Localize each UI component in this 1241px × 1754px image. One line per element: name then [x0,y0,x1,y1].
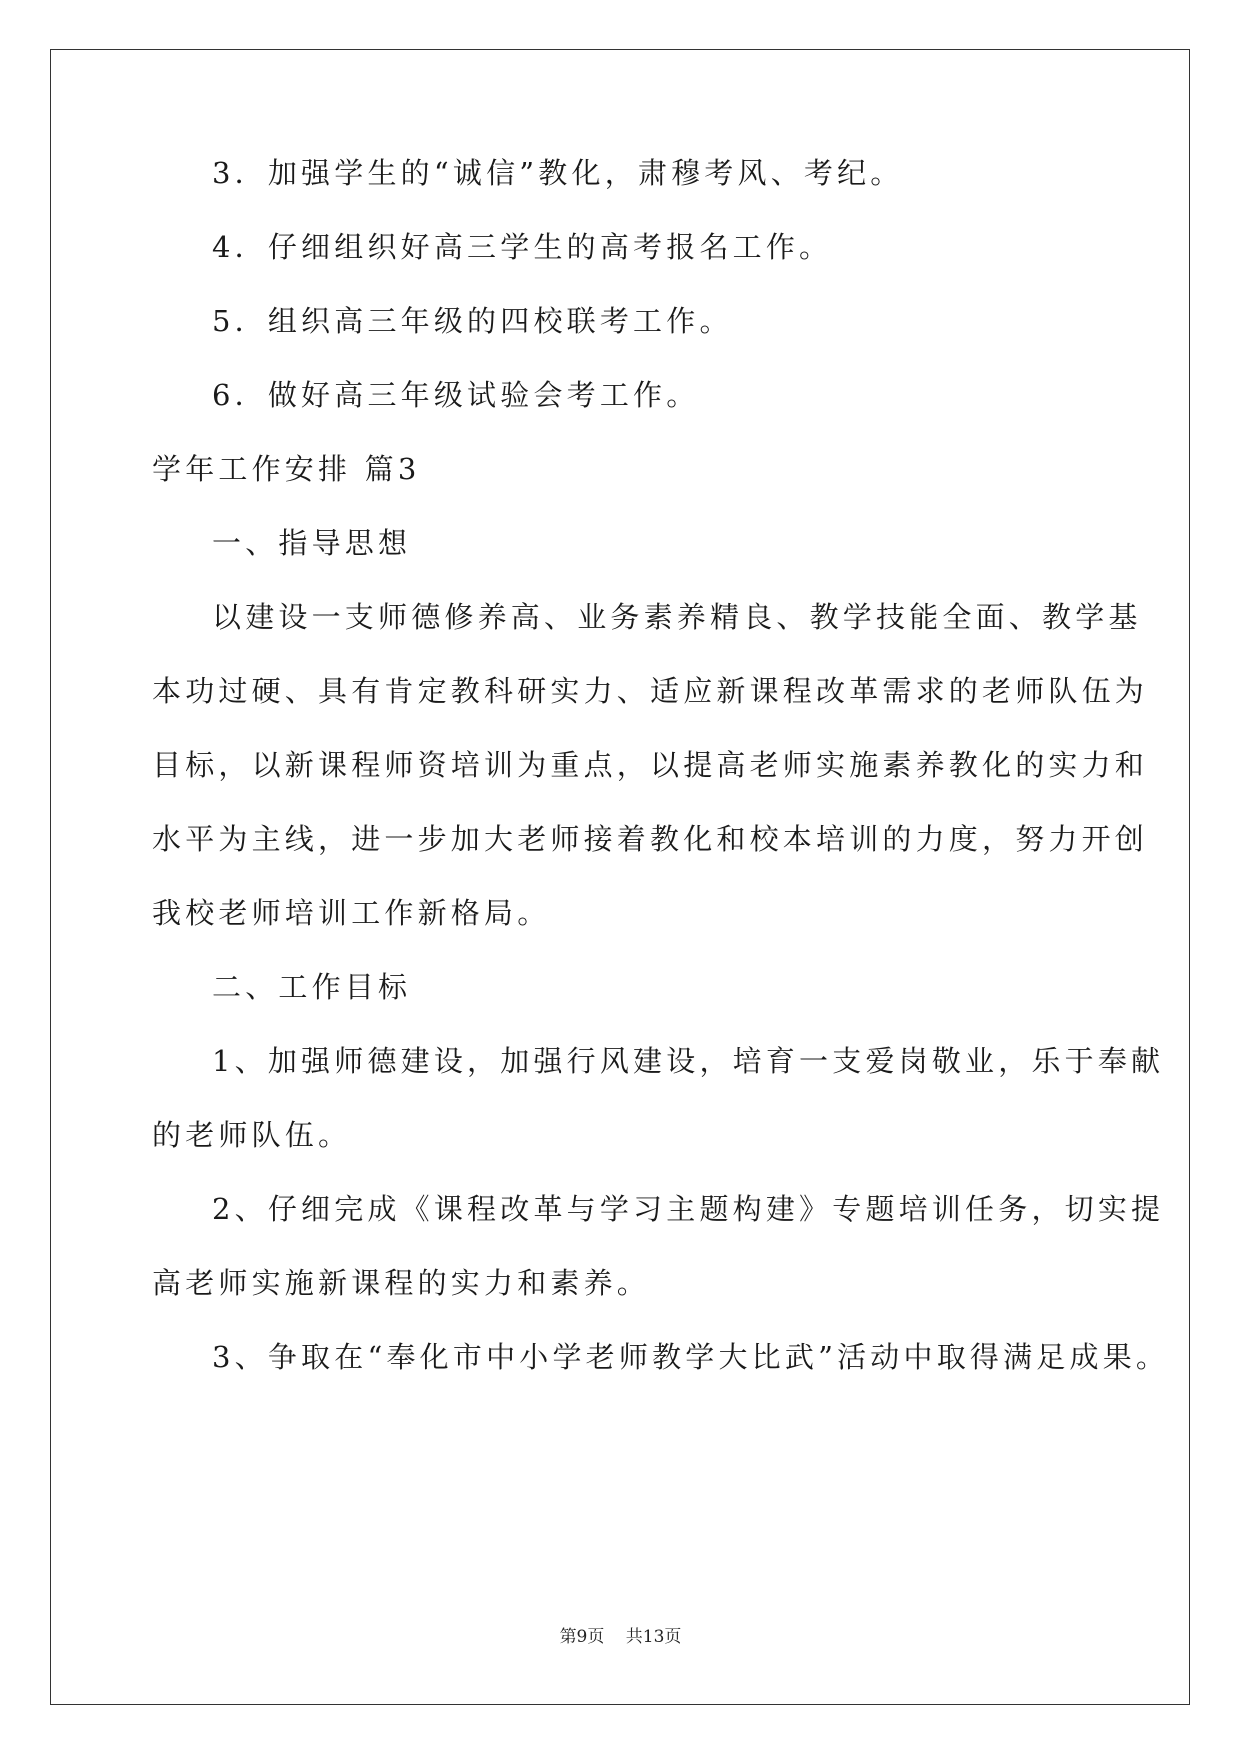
page-number-footer [0,1622,1241,1647]
goal-item-2-continued: 高老师实施新课程的实力和素养。 [152,1266,651,1300]
paragraph-line: 水平为主线，进一步加大老师接着教化和校本培训的力度，努力开创 [152,822,1149,856]
goal-item-1: 1、加强师德建设，加强行风建设，培育一支爱岗敬业，乐于奉献 [212,1044,1165,1078]
list-item-5-joint-exam: 5．组织高三年级的四校联考工作。 [212,304,733,338]
goal-item-2: 2、仔细完成《课程改革与学习主题构建》专题培训任务，切实提 [212,1192,1165,1226]
subheading-work-goals: 二、工作目标 [212,970,412,1004]
paragraph-line: 本功过硬、具有肯定教科研实力、适应新课程改革需求的老师队伍为 [152,674,1149,708]
goal-item-1-continued: 的老师队伍。 [152,1118,352,1152]
page-border [50,49,1190,1705]
paragraph-line: 目标，以新课程师资培训为重点，以提高老师实施素养教化的实力和 [152,748,1149,782]
page-current: 第9页 [559,1627,605,1647]
paragraph-line: 以建设一支师德修养高、业务素养精良、教学技能全面、教学基 [212,600,1142,634]
section-heading: 学年工作安排 篇3 [152,452,421,486]
paragraph-line: 我校老师培训工作新格局。 [152,896,551,930]
page-total: 共13页 [625,1627,682,1647]
subheading-guiding-thought: 一、指导思想 [212,526,412,560]
list-item-4-registration: 4．仔细组织好高三学生的高考报名工作。 [212,230,833,264]
list-item-6-experiment-exam: 6．做好高三年级试验会考工作。 [212,378,700,412]
goal-item-3: 3、争取在“奉化市中小学老师教学大比武”活动中取得满足成果。 [212,1340,1170,1374]
list-item-3-exam-integrity: 3．加强学生的“诚信”教化，肃穆考风、考纪。 [212,156,904,190]
